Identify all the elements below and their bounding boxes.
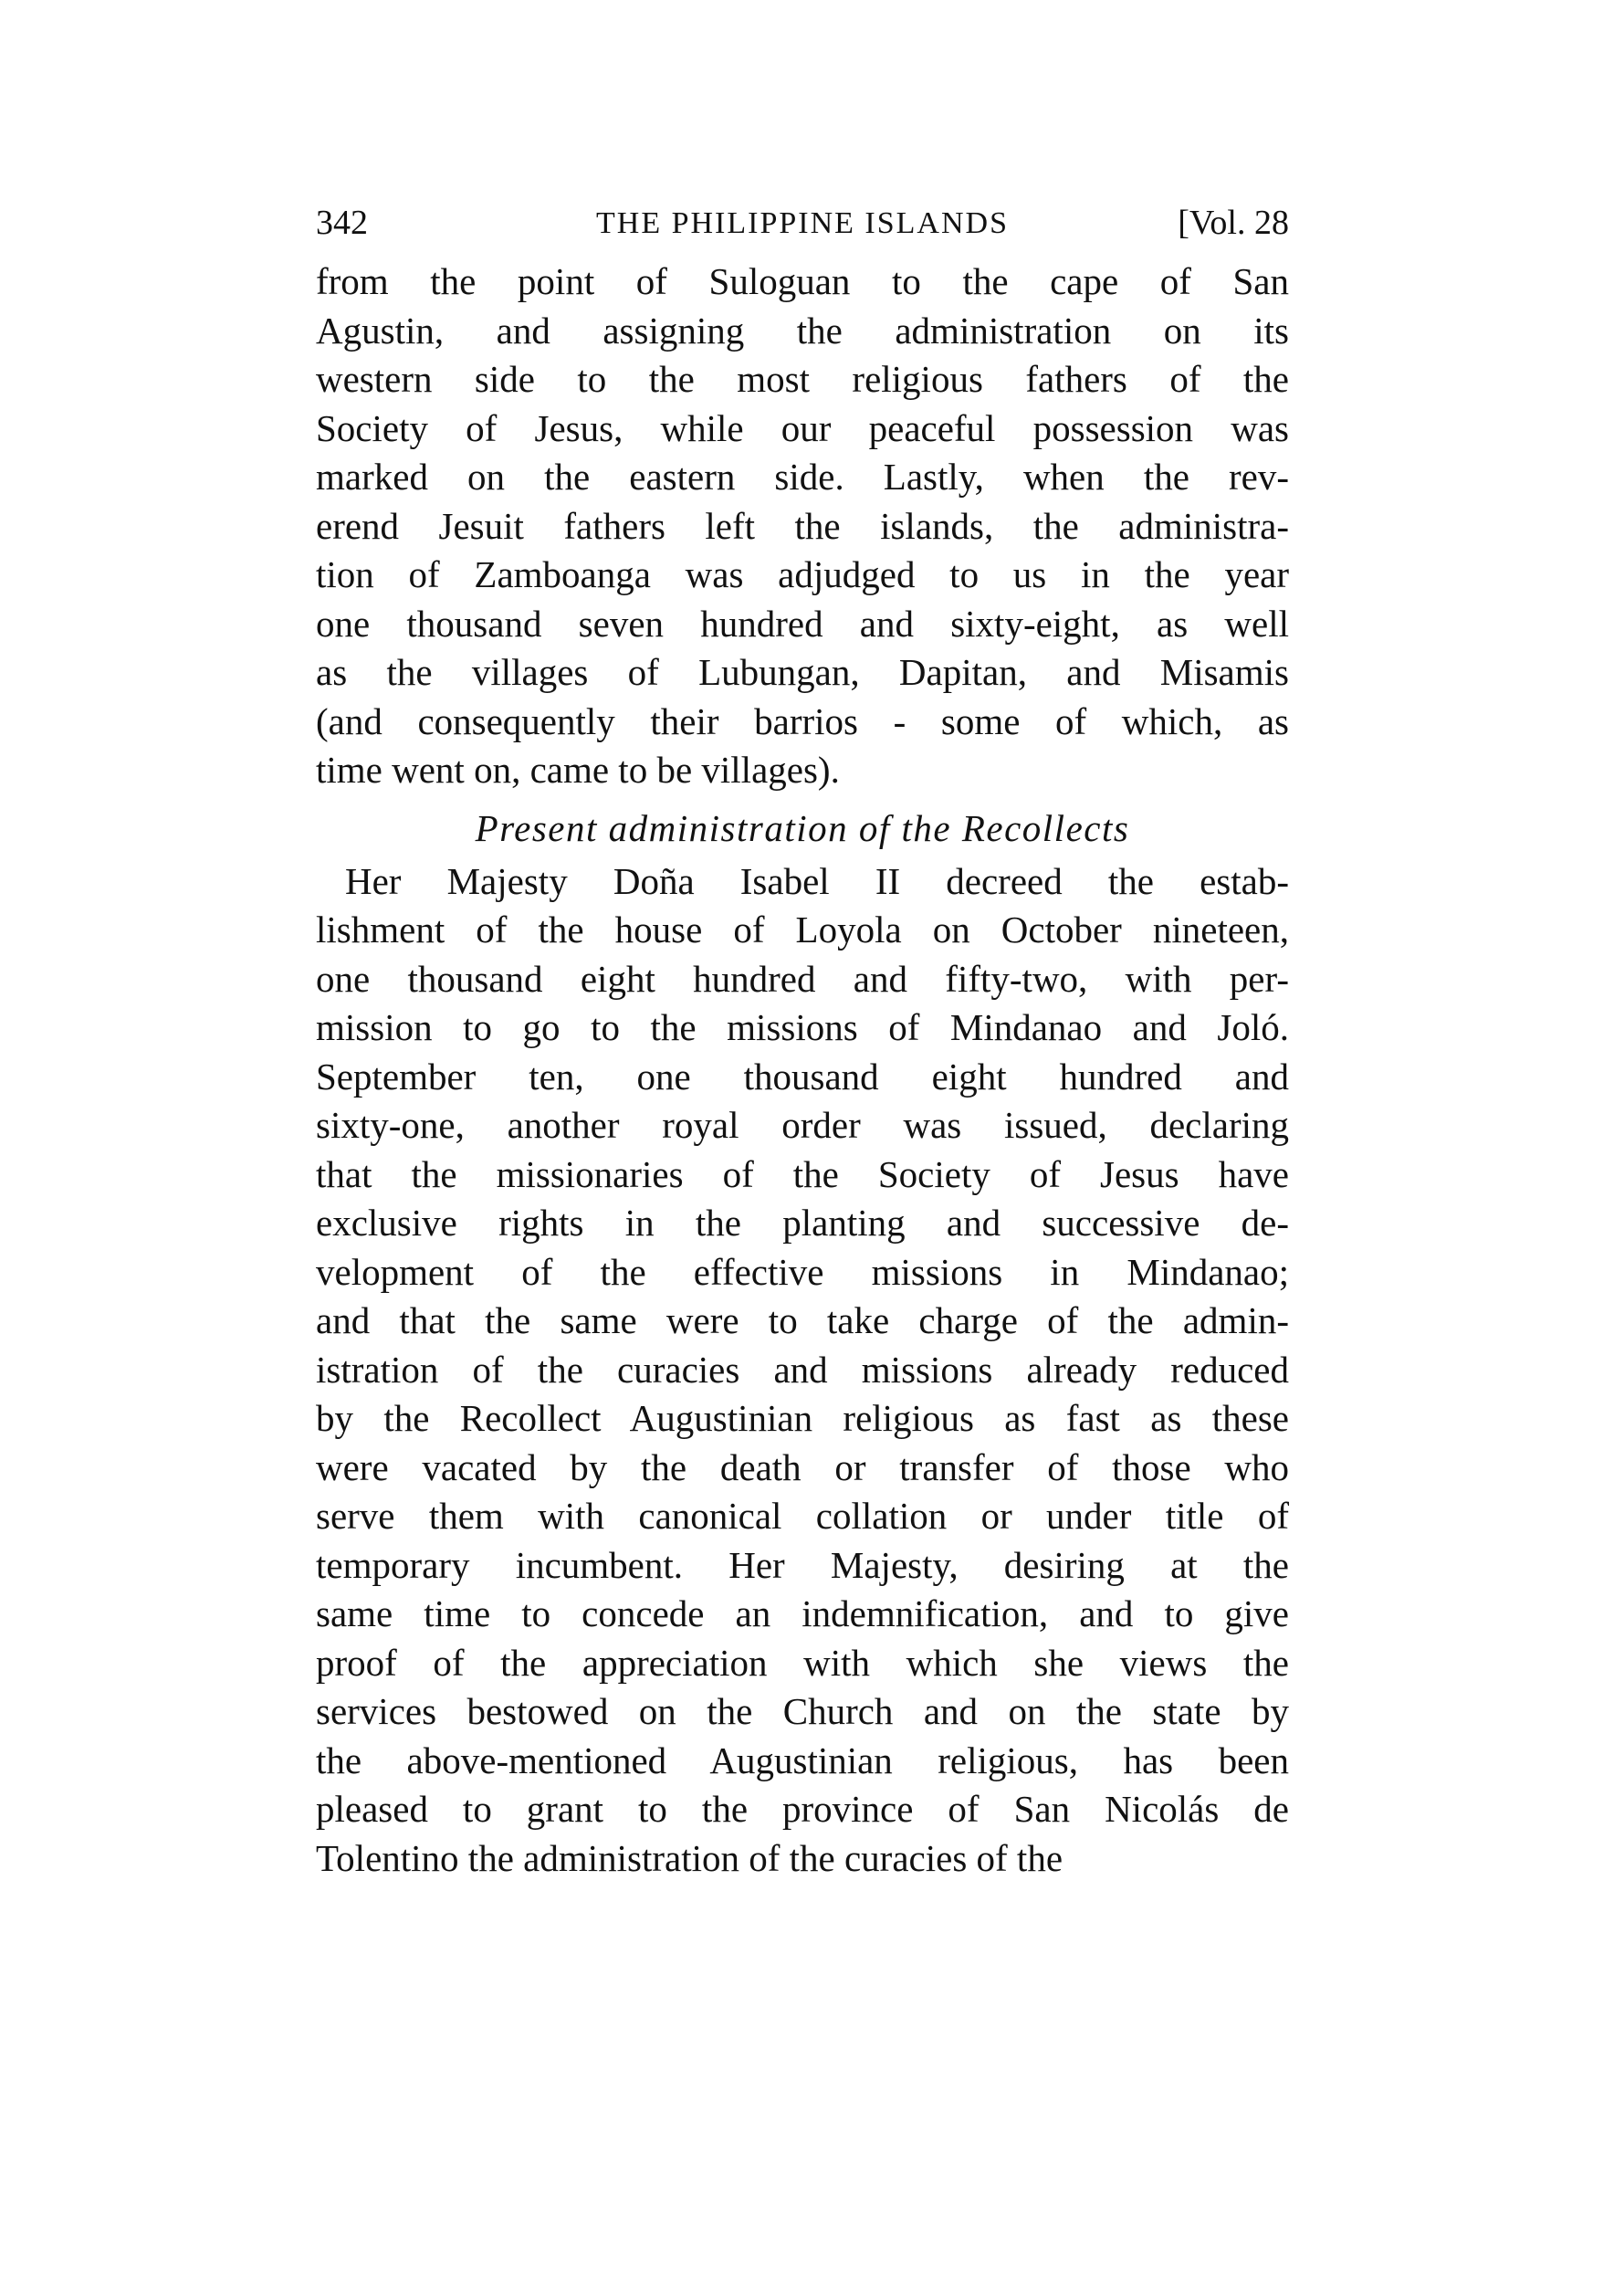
text-line: western side to the most religious fathers of the: [316, 358, 1289, 400]
text-line: exclusive rights in the planting and successive de-: [316, 1202, 1289, 1244]
text-line: services bestowed on the Church and on the state by: [316, 1690, 1289, 1732]
text-line: erend Jesuit fathers left the islands, the administra-: [316, 504, 1289, 547]
text-line: the above-mentioned Augustinian religious, has been: [316, 1739, 1289, 1781]
text-line: Agustin, and assigning the administration on its: [316, 309, 1289, 352]
page-body: [316, 257, 1289, 1883]
text-line: from the point of Suloguan to the cape of San: [316, 260, 1289, 302]
text-line: velopment of the effective missions in Mindanao;: [316, 1250, 1289, 1293]
text-line: same time to concede an indemnification, and to give: [316, 1592, 1289, 1634]
text-line: marked on the eastern side. Lastly, when the rev-: [316, 456, 1289, 498]
section-heading: Present administration of the Recollects: [475, 806, 1130, 849]
running-header: [316, 203, 1289, 248]
text-line: proof of the appreciation with which she views the: [316, 1641, 1289, 1684]
text-line: mission to go to the missions of Mindanao and Joló.: [316, 1006, 1289, 1048]
text-line: tion of Zamboanga was adjudged to us in the year: [316, 553, 1289, 595]
text-line: time went on, came to be villages).: [316, 749, 840, 791]
text-line: pleased to grant to the province of San Nicolás de: [316, 1788, 1289, 1830]
paragraph-2: [316, 857, 1289, 1884]
page-number: 342: [316, 204, 368, 242]
text-line: serve them with canonical collation or under title of: [316, 1495, 1289, 1537]
text-line: by the Recollect Augustinian religious as fast as these: [316, 1397, 1289, 1439]
text-line: one thousand eight hundred and fifty-two, with per-: [316, 957, 1289, 1000]
text-line: one thousand seven hundred and sixty-eight, as well: [316, 602, 1289, 645]
text-line: as the villages of Lubungan, Dapitan, and Misamis: [316, 651, 1289, 693]
text-line: lishment of the house of Loyola on October nineteen,: [316, 909, 1289, 951]
text-line: Her Majesty Doña Isabel II decreed the estab-: [345, 859, 1289, 902]
text-line: were vacated by the death or transfer of those who: [316, 1445, 1289, 1488]
text-line: temporary incumbent. Her Majesty, desiring at the: [316, 1543, 1289, 1586]
volume-label: [Vol. 28: [1178, 204, 1289, 242]
text-line: (and consequently their barrios - some of which, as: [316, 699, 1289, 742]
running-title: THE PHILIPPINE ISLANDS: [596, 206, 1009, 240]
text-line: September ten, one thousand eight hundred and: [316, 1055, 1289, 1098]
text-line: sixty-one, another royal order was issued, declaring: [316, 1104, 1289, 1146]
text-line: that the missionaries of the Society of Jesus have: [316, 1152, 1289, 1195]
text-line: and that the same were to take charge of the admin-: [316, 1299, 1289, 1341]
text-line: Society of Jesus, while our peaceful possession was: [316, 406, 1289, 449]
text-line: istration of the curacies and missions already reduced: [316, 1348, 1289, 1391]
paragraph-1: [316, 257, 1289, 795]
text-line: Tolentino the administration of the curacies of the: [316, 1836, 1063, 1879]
